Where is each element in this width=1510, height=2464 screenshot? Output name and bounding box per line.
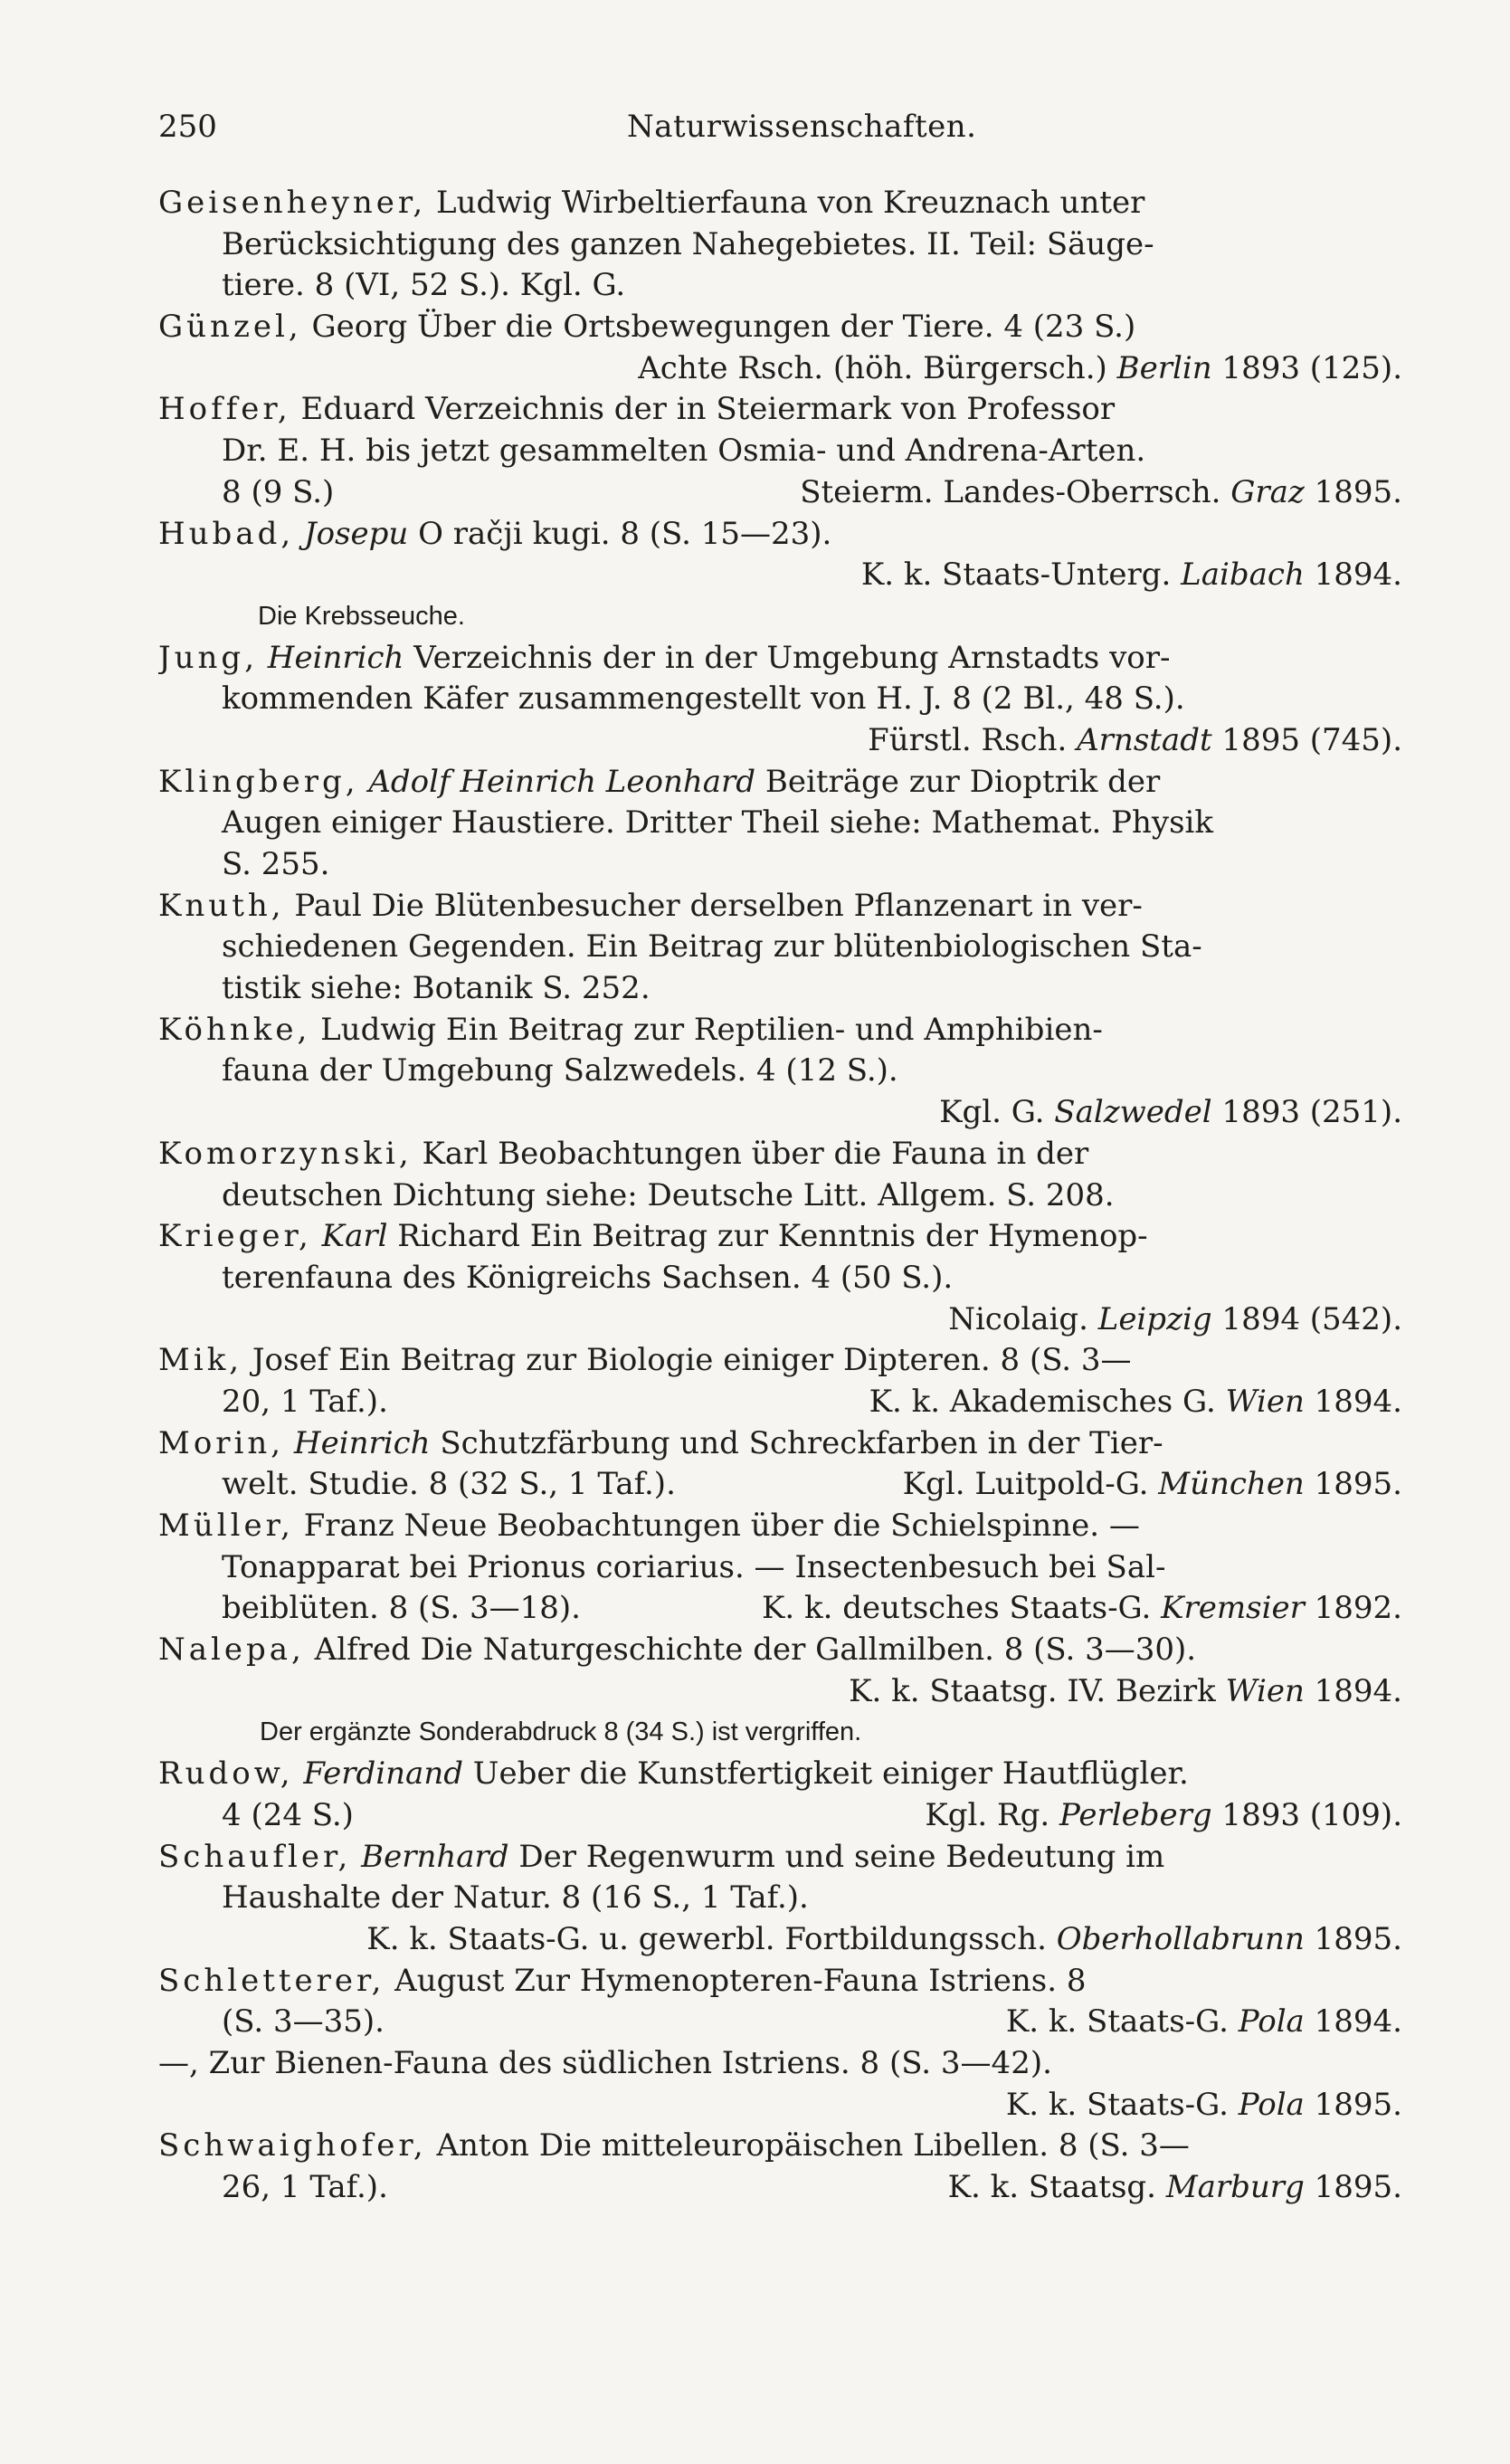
entry-line [158, 638, 1402, 680]
author-surname: Knuth, [158, 887, 285, 924]
entry-text: Haushalte der Natur. 8 (16 S., 1 Taf.). [222, 1879, 809, 1917]
entry-line [158, 1051, 1402, 1092]
publication-year: 1893 (109). [1211, 1796, 1402, 1833]
publisher-text: K. k. Staats-Unterg. [860, 557, 1182, 594]
entry-line [158, 2002, 1402, 2043]
entry-text: Alfred Die Naturgeschichte der Gallmilben. 8 (S. 3—30). [304, 1632, 1197, 1669]
publication-place: Leipzig [1097, 1300, 1212, 1337]
publisher-text: Achte Rsch. (höh. Bürgersch.) [638, 349, 1117, 386]
publication-year: 1893 (125). [1211, 349, 1402, 386]
publisher-text: K. k. deutsches Staats-G. [762, 1590, 1162, 1627]
author-surname: Geisenheyner, [158, 185, 427, 221]
publication-year: 1895. [1304, 2169, 1402, 2205]
entry-text: terenfauna des Königreichs Sachsen. 4 (50 S.). [222, 1259, 954, 1296]
entry-line [158, 1423, 1402, 1465]
entry-line [158, 389, 1402, 431]
author-given-name: Ferdinand [293, 1755, 463, 1793]
publisher-text: Kgl. Rg. [925, 1796, 1059, 1833]
entry-line [158, 968, 1402, 1010]
entry-line [158, 679, 1402, 720]
entry-line [158, 1919, 1402, 1961]
entry-text: Ludwig Wirbeltierfauna von Kreuznach unter [426, 185, 1145, 221]
entry-text: 4 (24 S.) [222, 1796, 354, 1833]
publisher-text: K. k. Staats-G. [1005, 2086, 1239, 2123]
publication-place: München [1158, 1466, 1305, 1503]
entry-line [158, 1837, 1402, 1879]
entry-text: August Zur Hymenopteren-Fauna Istriens. 8 [385, 1962, 1087, 1999]
entry-line [158, 2085, 1402, 2126]
author-surname: Schaufler, [158, 1838, 352, 1875]
publication-year: 1894 (542). [1211, 1300, 1402, 1337]
entry-text: Anton Die mitteleuropäischen Libellen. 8 (S. 3— [426, 2127, 1190, 2164]
author-surname: Köhnke, [158, 1011, 311, 1048]
entry-line [158, 1506, 1402, 1547]
publication-place: Arnstadt [1077, 721, 1212, 758]
publisher-text: K. k. Staats-G. u. gewerbl. Fortbildungssch. [366, 1920, 1057, 1957]
entry-line [158, 1961, 1402, 2003]
author-surname: Schwaighofer, [158, 2127, 427, 2164]
entry-line [158, 886, 1402, 928]
publisher-text: Fürstl. Rsch. [868, 721, 1078, 758]
author-surname: Schletterer, [158, 1962, 385, 1999]
publication-year: 1895. [1304, 473, 1402, 510]
author-surname: Mik, [158, 1342, 243, 1379]
publication-place: Kremsier [1161, 1590, 1305, 1627]
entry-line [158, 265, 1402, 307]
entry-line [158, 431, 1402, 472]
publication-year: 1894. [1304, 2003, 1402, 2041]
entry-line [158, 1754, 1402, 1795]
entry-line [158, 720, 1402, 762]
publisher-info [762, 1588, 1402, 1630]
publisher-info [869, 1382, 1402, 1423]
entry-text: kommenden Käfer zusammengestellt von H. J. 8 (2 Bl., 48 S.). [222, 680, 1185, 718]
entry-line [158, 1464, 1402, 1506]
publisher-text: Steierm. Landes-Oberrsch. [800, 473, 1231, 510]
entry-line [158, 844, 1402, 886]
entry-text: Der Regenwurm und seine Bedeutung im [508, 1838, 1165, 1875]
entry-text: O račji kugi. 8 (S. 15—23). [408, 515, 832, 552]
entry-line [158, 762, 1402, 804]
entry-text: Eduard Verzeichnis der in Steiermark von Professor [290, 391, 1116, 428]
entry-text: Beiträge zur Dioptrik der [755, 763, 1161, 800]
author-given-name: Bernhard [351, 1838, 509, 1875]
entry-text: —, Zur Bienen-Fauna des südlichen Istriens. 8 (S. 3—42). [158, 2044, 1052, 2081]
author-surname: Günzel, [158, 309, 302, 346]
author-surname: Nalepa, [158, 1632, 305, 1669]
publisher-info [903, 1464, 1402, 1506]
entry-line [158, 307, 1402, 348]
entry-line [158, 514, 1402, 556]
bibliography-list [158, 183, 1402, 2209]
author-given-name: Karl [311, 1218, 388, 1255]
publisher-info [800, 472, 1402, 514]
author-given-name: Heinrich [258, 639, 404, 676]
author-surname: Komorzynski, [158, 1135, 413, 1172]
publisher-text: K. k. Akademisches G. [869, 1383, 1226, 1420]
entry-text: Verzeichnis der in der Umgebung Arnstadts vor- [404, 639, 1171, 676]
running-title: Naturwissenschaften. [627, 109, 977, 145]
entry-line [158, 1671, 1402, 1713]
publication-place: Perleberg [1059, 1796, 1212, 1833]
author-given-name: Heinrich [284, 1424, 431, 1461]
author-surname: Rudow, [158, 1755, 294, 1793]
entry-text: beiblüten. 8 (S. 3—18). [222, 1590, 581, 1627]
publication-year: 1895 (745). [1211, 721, 1402, 758]
publication-year: 1894. [1304, 1383, 1402, 1420]
entry-line [158, 348, 1402, 390]
author-given-name: Adolf Heinrich Leonhard [358, 763, 756, 800]
author-surname: Krieger, [158, 1218, 312, 1255]
entry-text: deutschen Dichtung siehe: Deutsche Litt. Allgem. S. 208. [222, 1176, 1115, 1213]
entry-line [158, 1588, 1402, 1630]
entry-text: tiere. 8 (VI, 52 S.). Kgl. G. [222, 267, 626, 304]
entry-line [158, 1795, 1402, 1837]
publication-place: Marburg [1165, 2169, 1305, 2205]
entry-line [158, 183, 1402, 224]
publication-year: 1895. [1304, 1920, 1402, 1957]
author-surname: Jung, [158, 639, 258, 676]
entry-text: S. 255. [222, 846, 330, 882]
entry-text: Berücksichtigung des ganzen Nahegebietes. II. Teil: Säuge- [222, 225, 1154, 262]
entry-text: Josef Ein Beitrag zur Biologie einiger Dipteren. 8 (S. 3— [242, 1342, 1132, 1379]
entry-line [158, 2167, 1402, 2209]
entry-text: Dr. E. H. bis jetzt gesammelten Osmia- und Andrena-Arten. [222, 433, 1146, 470]
author-surname: Hubad, [158, 515, 295, 552]
author-surname: Morin, [158, 1424, 285, 1461]
entry-line [158, 555, 1402, 596]
entry-line [158, 1299, 1402, 1341]
entry-line [158, 803, 1402, 844]
entry-text: schiedenen Gegenden. Ein Beitrag zur blütenbiologischen Sta- [222, 928, 1202, 966]
entry-line [158, 1134, 1402, 1175]
publisher-text: Kgl. Luitpold-G. [902, 1466, 1159, 1503]
entry-line [158, 224, 1402, 266]
entry-line [158, 1092, 1402, 1134]
publication-year: 1894. [1304, 1672, 1402, 1709]
entry-line [158, 1175, 1402, 1217]
publication-year: 1892. [1304, 1590, 1402, 1627]
entry-text: Augen einiger Haustiere. Dritter Theil siehe: Mathemat. Physik [222, 804, 1214, 842]
publication-place: Wien [1225, 1672, 1305, 1709]
entry-line [158, 1258, 1402, 1299]
publication-place: Pola [1238, 2086, 1305, 2123]
author-surname: Klingberg, [158, 763, 359, 800]
entry-text: Paul Die Blütenbesucher derselben Pflanzenart in ver- [284, 887, 1143, 924]
entry-text: welt. Studie. 8 (32 S., 1 Taf.). [222, 1466, 676, 1503]
publication-place: Wien [1225, 1383, 1305, 1420]
entry-line [158, 1712, 1402, 1754]
entry-line [158, 2126, 1402, 2167]
author-surname: Hoffer, [158, 391, 291, 428]
entry-line [158, 472, 1402, 514]
publication-year: 1893 (251). [1211, 1094, 1402, 1131]
entry-text: Ueber die Kunstfertigkeit einiger Hautflügler. [463, 1755, 1189, 1793]
entry-text: Karl Beobachtungen über die Fauna in der [412, 1135, 1089, 1172]
entry-text: tistik siehe: Botanik S. 252. [222, 970, 651, 1007]
publication-place: Salzwedel [1054, 1094, 1212, 1131]
publisher-info [948, 2167, 1402, 2209]
entry-line [158, 1340, 1402, 1382]
publisher-text: K. k. Staatsg. IV. Bezirk [849, 1672, 1226, 1709]
author-given-name: Josepu [294, 515, 409, 552]
publication-year: 1894. [1304, 557, 1402, 594]
entry-text: 8 (9 S.) [222, 473, 335, 510]
entry-note: Der ergänzte Sonderabdruck 8 (34 S.) ist vergriffen. [260, 1717, 862, 1747]
entry-line [158, 1878, 1402, 1919]
entry-line [158, 1547, 1402, 1589]
entry-text: (S. 3—35). [222, 2003, 385, 2041]
entry-text: 20, 1 Taf.). [222, 1383, 388, 1420]
page-number: 250 [158, 109, 217, 145]
publication-place: Laibach [1181, 557, 1305, 594]
entry-text: Georg Über die Ortsbewegungen der Tiere. 4 (23 S.) [301, 309, 1136, 346]
entry-line [158, 1010, 1402, 1051]
publisher-info [1006, 2002, 1402, 2043]
entry-line [158, 2043, 1402, 2085]
entry-text: Franz Neue Beobachtungen über die Schielspinne. — [293, 1508, 1140, 1544]
author-surname: Müller, [158, 1508, 294, 1544]
entry-text: 26, 1 Taf.). [222, 2169, 388, 2205]
publisher-text: Kgl. G. [939, 1094, 1055, 1131]
entry-text: Ludwig Ein Beitrag zur Reptilien- und Amphibien- [310, 1011, 1103, 1048]
entry-text: Richard Ein Beitrag zur Kenntnis der Hymenop- [387, 1218, 1148, 1255]
entry-note: Die Krebsseuche. [258, 601, 465, 631]
publication-year: 1895. [1304, 1466, 1402, 1503]
publication-place: Graz [1230, 473, 1305, 510]
publisher-text: K. k. Staats-G. [1005, 2003, 1239, 2041]
publication-year: 1895. [1304, 2086, 1402, 2123]
publisher-text: K. k. Staatsg. [947, 2169, 1166, 2205]
publisher-info [925, 1795, 1402, 1837]
entry-text: Tonapparat bei Prionus coriarius. — Insectenbesuch bei Sal- [222, 1548, 1166, 1585]
publisher-text: Nicolaig. [948, 1300, 1098, 1337]
entry-line [158, 1382, 1402, 1423]
entry-line [158, 927, 1402, 968]
entry-text: Schutzfärbung und Schreckfarben in der Tier- [430, 1424, 1163, 1461]
entry-text: fauna der Umgebung Salzwedels. 4 (12 S.). [222, 1052, 898, 1089]
entry-line [158, 1216, 1402, 1258]
entry-line [158, 596, 1402, 638]
publication-place: Pola [1238, 2003, 1305, 2041]
publication-place: Oberhollabrunn [1056, 1920, 1305, 1957]
publication-place: Berlin [1116, 349, 1212, 386]
entry-line [158, 1630, 1402, 1671]
